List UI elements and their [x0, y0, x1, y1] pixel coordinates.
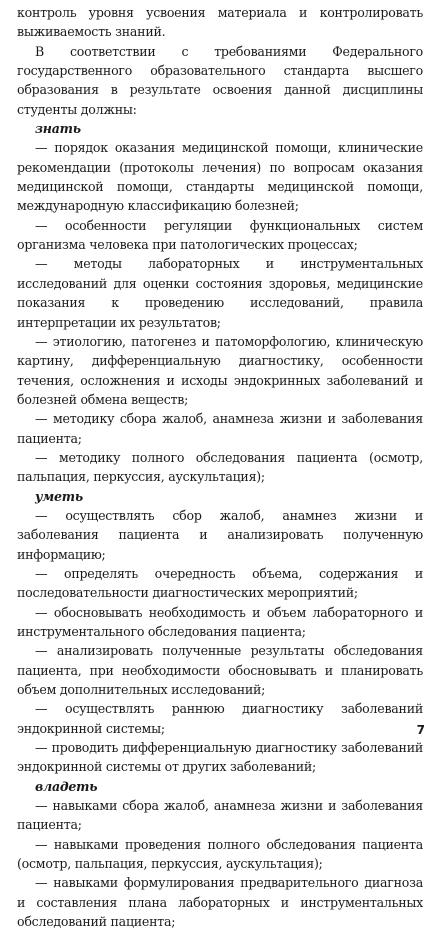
- list-item: — осуществлять раннюю диагностику заболеваний эндокринной системы;: [17, 701, 423, 736]
- page-number: 7: [416, 723, 425, 737]
- list-item: — проводить дифференциальную диагностику заболеваний эндокринной системы от других заболеваний;: [17, 740, 423, 775]
- list-item: — порядок оказания медицинской помощи, клинические рекомендации (протоколы лечения) по вопросам оказания медицинской помощи, стандарты медицинской помощи, международную классификацию болезней;: [17, 140, 423, 214]
- paragraph-intro-continuation: контроль уровня усвоения материала и контролировать выживаемость знаний.: [17, 5, 423, 40]
- paragraph-requirements: В соответствии с требованиями Федерального государственного образовательного стандарта высшего образования в результате освоения данной дисциплины студенты должны:: [17, 43, 423, 117]
- list-item: — осуществлять сбор жалоб, анамнез жизни и заболевания пациента и анализировать полученную информацию;: [17, 507, 423, 562]
- list-item: — навыками проведения полного обследования пациента (осмотр, пальпация, перкуссия, аускультация);: [17, 836, 423, 872]
- list-item: — обосновывать необходимость и объем лабораторного и инструментального обследования пациента;: [17, 604, 423, 639]
- list-item: — этиологию, патогенез и патоморфологию, клиническую картину, дифференциальную диагностику, особенности течения, осложнения и исходы эндокринных заболеваний и болезней обмена веществ;: [17, 333, 423, 407]
- body-text: [17, 3, 423, 932]
- list-item: — навыками сбора жалоб, анамнеза жизни и заболевания пациента;: [17, 798, 423, 833]
- heading-be-able: уметь: [35, 488, 83, 504]
- list-item: — навыками формулирования предварительного диагноза и составления плана лабораторных и инструментальных обследований пациента;: [17, 875, 423, 930]
- heading-master: владеть: [35, 778, 98, 794]
- list-item: — методику сбора жалоб, анамнеза жизни и заболевания пациента;: [17, 411, 423, 446]
- list-item: — особенности регуляции функциональных систем организма человека при патологических процессах;: [17, 217, 423, 253]
- list-item: — определять очередность объема, содержания и последовательности диагностических мероприятий;: [17, 565, 423, 601]
- list-item: — методику полного обследования пациента (осмотр, пальпация, перкуссия, аускультация);: [17, 449, 423, 485]
- list-item: — методы лабораторных и инструментальных исследований для оценки состояния здоровья, медицинские показания к проведению исследований, правила интерпретации их результатов;: [17, 256, 423, 330]
- list-item: — анализировать полученные результаты обследования пациента, при необходимости обосновывать и планировать объем дополнительных исследований;: [17, 643, 423, 698]
- heading-know: знать: [35, 121, 81, 137]
